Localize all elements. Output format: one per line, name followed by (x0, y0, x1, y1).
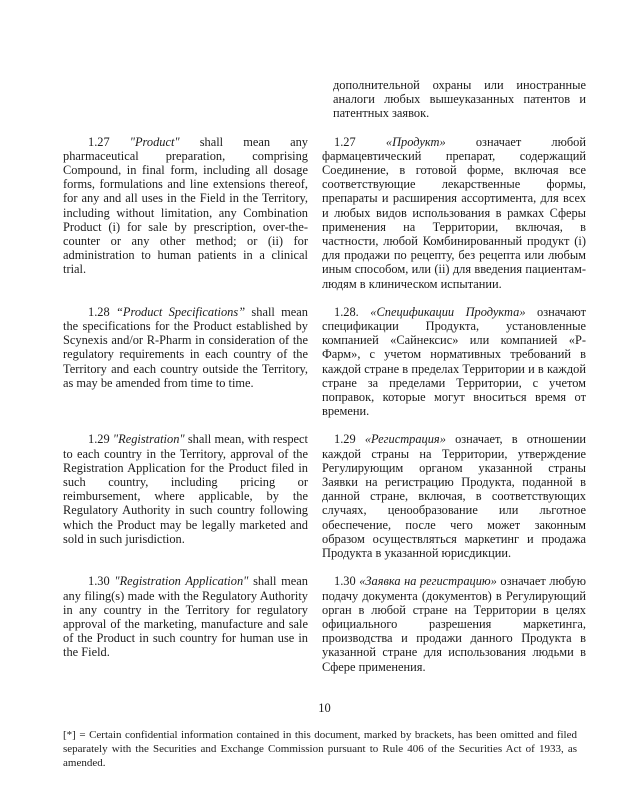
clause-number: 1.30 (88, 574, 110, 589)
clause-text: shall mean the specifications for the Product established by Scynexis and/or R-Pharm in consideration of the regulatory requirements in each country of the Territory and each country outside the Territory, as may be amended from time to time. (63, 304, 308, 390)
defined-term: «Спецификации Продукта» (370, 304, 526, 319)
defined-term: "Registration Application" (114, 574, 249, 589)
clause-1-30-ru (322, 574, 586, 673)
defined-term: «Заявка на регистрацию» (359, 574, 497, 589)
two-column-body (63, 78, 586, 674)
clause-1-29-en (63, 432, 308, 560)
clause-text: означают спецификации Продукта, установленные компанией «Сайнексис» или компанией «Р-Фарм», с учетом нормативных требований в каждой стране в пределах Территории и в каждой стране за пределами Территории, с учетом поправок, которые могут вноситься время от времени. (322, 304, 586, 419)
clause-text: shall mean any pharmaceutical preparation, comprising Compound, in final form, including all dosage forms, formulations and line extensions thereof, for any and all uses in the Field in the Territory, including without limitation, any Combination Product (i) for sale by prescription, over-the-counter or any other method; or (ii) for administration to human patients in a clinical trial. (63, 134, 308, 277)
clause-number: 1.29 (334, 432, 356, 447)
defined-term: «Продукт» (385, 134, 446, 149)
clause-text: означает любой фармацевтический препарат, содержащий Соединение, в готовой форме, включая все соответствующие лекарственные формы, препараты и расширения ассортимента, для всех и любых видов использования в рамках Сферы применения на Территории, включая, в частности, любой Комбинированный продукт (i) для продажи по рецепту, без рецепта или любым иным способом, или (ii) для введения пациентам-людям в клиническом испытании. (322, 134, 586, 291)
defined-term: "Registration" (112, 432, 185, 447)
clause-number: 1.27 (88, 134, 110, 149)
clause-continuation-ru: дополнительной охраны или иностранные аналоги любых вышеуказанных патентов и патентных заявок. (333, 78, 586, 121)
clause-number: 1.30 (334, 574, 356, 589)
clause-1-30-en (63, 574, 308, 673)
clause-text: shall mean, with respect to each country in the Territory, approval of the Registration Application for the Product filed in such country, including pricing or reimbursement, where applicable, by the Regulatory Authority in such country following which the Product may be legally marketed and sold in such jurisdiction. (63, 432, 308, 546)
clause-number: 1.28 (88, 304, 110, 319)
clause-1-27-ru (322, 135, 586, 291)
clause-text: означает, в отношении каждой страны на Территории, утверждение Регулирующим органом указанной страны Заявки на регистрацию Продукта, поданной в данной стране, включая, в соответствующих случаях, ценообразование или льготное обеспечение, после чего может законным образом осуществляться маркетинг и продажа Продукта в указанной юрисдикции. (322, 432, 586, 561)
defined-term: “Product Specifications” (116, 304, 246, 319)
clause-number: 1.28. (334, 304, 359, 319)
defined-term: "Product" (129, 134, 180, 149)
page-number: 10 (318, 701, 331, 715)
left-column-spacer (63, 78, 308, 121)
clause-number: 1.29 (88, 432, 110, 447)
clause-1-29-ru (322, 432, 586, 560)
clause-number: 1.27 (334, 134, 356, 149)
defined-term: «Регистрация» (364, 432, 446, 447)
clause-1-28-ru (322, 305, 586, 419)
confidentiality-footnote: [*] = Certain confidential information contained in this document, marked by brackets, has been omitted and filed separately with the Securities and Exchange Commission pursuant to Rule 406 of the Securities Act of 1933, as amended. (63, 729, 577, 770)
clause-1-27-en (63, 135, 308, 291)
clause-text: означает любую подачу документа (документов) в Регулирующий орган в любой стране на Территории в целях официального разрешения маркетинга, производства и продажи данного Продукта в указанной стране для использования людьми в Сфере применения. (322, 574, 586, 674)
clause-text: shall mean any filing(s) made with the Regulatory Authority in any country in the Territory for regulatory approval of the marketing, manufacture and sale of the Product in such country for human use in the Field. (63, 574, 308, 660)
clause-1-28-en (63, 305, 308, 419)
